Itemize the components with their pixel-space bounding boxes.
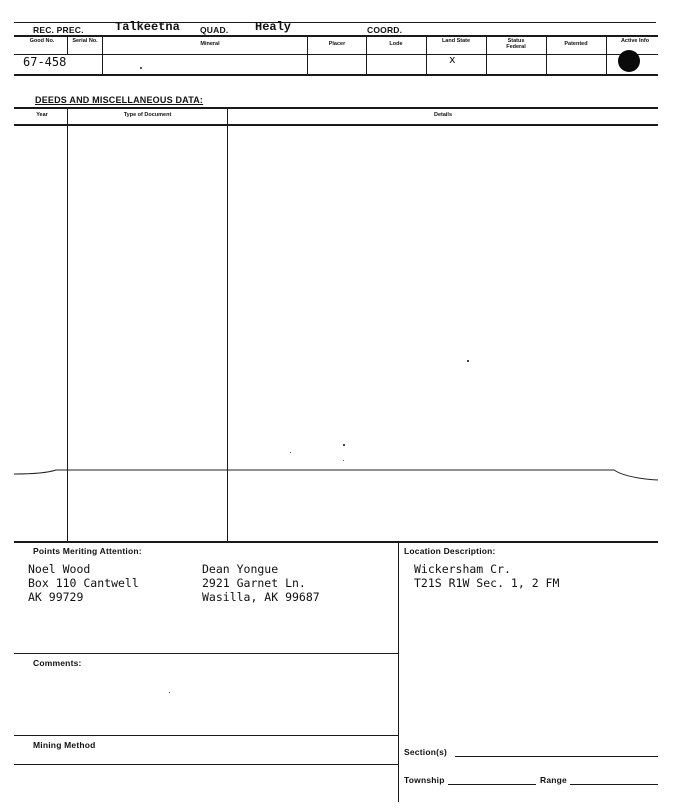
- quad-value: Healy: [255, 20, 292, 34]
- range-label: Range: [540, 775, 567, 785]
- good-no-value: 67-458: [23, 55, 67, 69]
- location-line2: T21S R1W Sec. 1, 2 FM: [414, 576, 560, 590]
- col-land-state: Land State: [441, 38, 471, 44]
- comments-label: Comments:: [33, 658, 82, 668]
- contact1-line2: Box 110 Cantwell: [28, 576, 139, 590]
- rec-prec-label: REC. PREC.: [33, 25, 84, 35]
- col-active-info: Active Info: [620, 38, 650, 44]
- ink-dot: [140, 67, 142, 69]
- header-table-bottom: [14, 74, 658, 76]
- township-underline[interactable]: [448, 784, 536, 785]
- col-status-federal: Status Federal: [506, 38, 526, 50]
- contact1-line1: Noel Wood: [28, 562, 91, 576]
- speck-4: [343, 460, 344, 461]
- col-lode: Lode: [389, 41, 403, 47]
- deeds-col-year: Year: [36, 112, 48, 118]
- quad-label: QUAD.: [200, 25, 229, 35]
- col-div-1: [67, 36, 68, 55]
- contact1-line3: AK 99729: [28, 590, 84, 604]
- range-underline[interactable]: [570, 784, 658, 785]
- col-patented: Patented: [564, 41, 588, 47]
- coord-label: COORD.: [367, 25, 403, 35]
- col-div-4: [366, 36, 367, 75]
- active-marker-dot: [618, 50, 640, 72]
- col-div-6: [486, 36, 487, 75]
- rec-prec-value: Talkeetna: [115, 20, 180, 34]
- contact2-line2: 2921 Garnet Ln.: [202, 576, 306, 590]
- col-div-5: [426, 36, 427, 75]
- contact2-line3: Wasilla, AK 99687: [202, 590, 320, 604]
- bottom-vertical-divider: [398, 542, 399, 802]
- location-label: Location Description:: [404, 546, 496, 556]
- sections-underline[interactable]: [455, 756, 658, 757]
- col-placer: Placer: [328, 41, 346, 47]
- col-div-8: [606, 36, 607, 75]
- location-line1: Wickersham Cr.: [414, 562, 511, 576]
- deeds-header-rule: [14, 124, 658, 126]
- deeds-title: DEEDS AND MISCELLANEOUS DATA:: [35, 95, 204, 105]
- top-rule: [14, 22, 656, 23]
- mining-bottom-rule: [14, 764, 398, 765]
- bottom-section-top: [14, 541, 658, 543]
- speck-3: [290, 452, 291, 453]
- col-div-7: [546, 36, 547, 75]
- header-table-mid: [14, 54, 658, 55]
- mining-label: Mining Method: [33, 740, 96, 750]
- deeds-table-top: [14, 107, 658, 109]
- speck-5: [169, 692, 170, 693]
- col-good-no: Good No.: [29, 38, 55, 44]
- col-serial-no: Serial No.: [72, 38, 98, 44]
- points-label: Points Meriting Attention:: [33, 546, 142, 556]
- sections-label: Section(s): [404, 747, 448, 757]
- comments-top-rule: [14, 653, 398, 654]
- deeds-col-details: Details: [433, 112, 453, 118]
- land-state-mark: x: [449, 53, 456, 66]
- col-div-2: [102, 36, 103, 75]
- speck-1: [467, 360, 469, 362]
- mining-top-rule: [14, 735, 398, 736]
- scan-fold-line: [14, 462, 658, 486]
- col-div-3: [307, 36, 308, 75]
- header-table-top: [14, 35, 658, 37]
- township-label: Township: [404, 775, 445, 785]
- contact2-line1: Dean Yongue: [202, 562, 279, 576]
- col-mineral: Mineral: [200, 41, 220, 47]
- deeds-col-type: Type of Document: [123, 112, 172, 118]
- speck-2: [343, 444, 345, 446]
